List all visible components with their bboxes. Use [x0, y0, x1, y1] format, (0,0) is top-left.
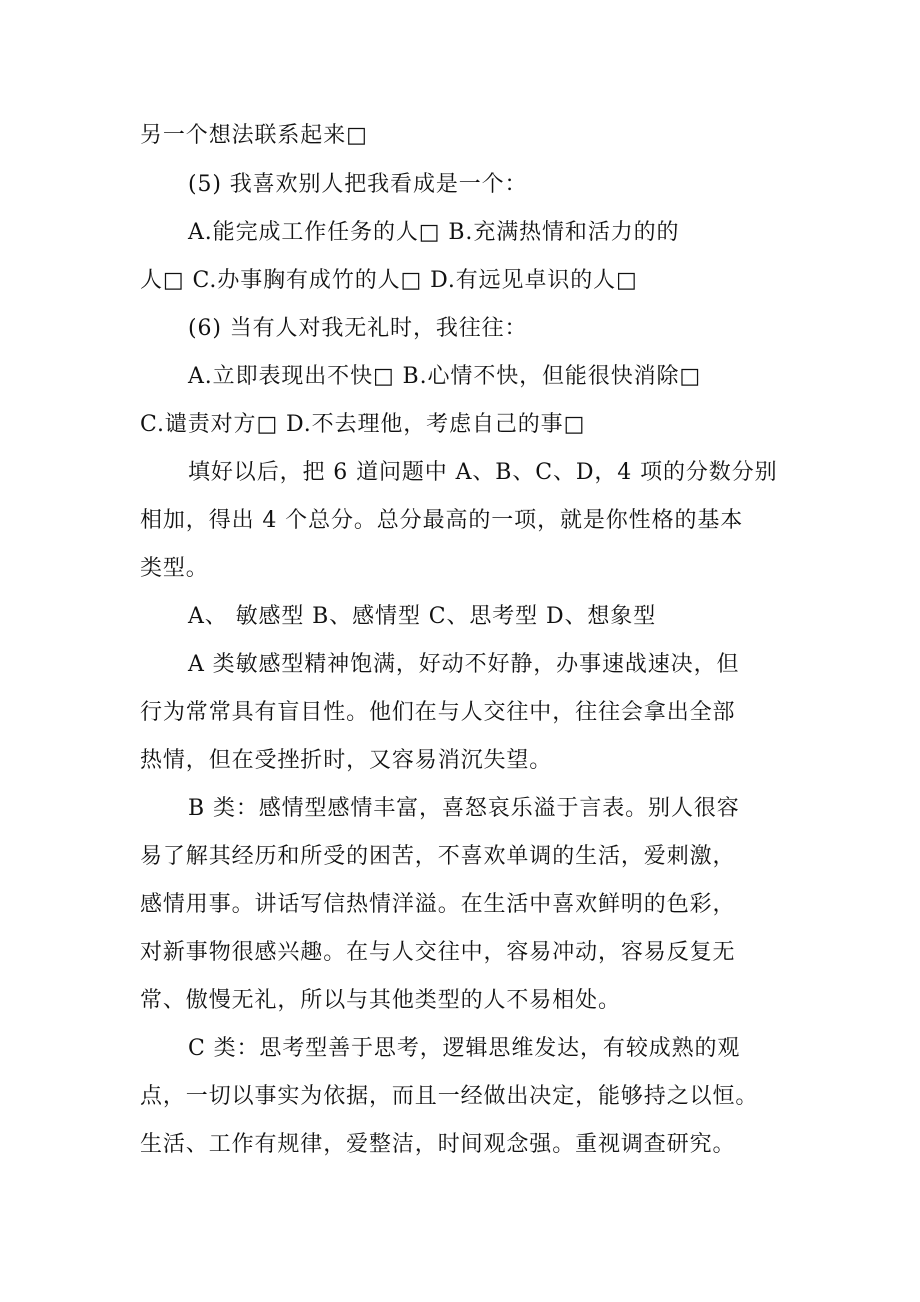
- instruction-line-3: 类型。: [140, 556, 209, 581]
- type-c-line-2: 点，一切以事实为依据，而且一经做出决定，能够持之以恒。: [140, 1084, 759, 1109]
- instruction-line-2: 相加，得出 4 个总分。总分最高的一项，就是你性格的基本: [140, 508, 744, 533]
- question-6-options-line-2: C.谴责对方□ D.不去理他，考虑自己的事□: [140, 412, 586, 437]
- type-c-line-1: C 类：思考型善于思考，逻辑思维发达，有较成熟的观: [188, 1036, 741, 1061]
- instruction-line-1: 填好以后，把 6 道问题中 A、B、C、D，4 项的分数分别: [188, 460, 778, 485]
- question-6: (6) 当有人对我无礼时，我往往：: [188, 316, 528, 341]
- type-a-line-2: 行为常常具有盲目性。他们在与人交往中，往往会拿出全部: [140, 700, 736, 725]
- type-a-line-1: A 类敏感型精神饱满，好动不好静，办事速战速决，但: [188, 652, 740, 677]
- question-6-options-line-1: A.立即表现出不快□ B.心情不快，但能很快消除□: [188, 364, 702, 389]
- type-b-line-2: 易了解其经历和所受的困苦，不喜欢单调的生活，爱刺激，: [140, 844, 736, 869]
- type-b-line-5: 常、傲慢无礼，所以与其他类型的人不易相处。: [140, 988, 621, 1013]
- type-c-line-3: 生活、工作有规律，爱整洁，时间观念强。重视调查研究。: [140, 1132, 736, 1157]
- text-line-1: 另一个想法联系起来□: [140, 123, 368, 148]
- type-b-line-4: 对新事物很感兴趣。在与人交往中，容易冲动，容易反复无: [140, 940, 736, 965]
- type-list: A、 敏感型 B、感情型 C、思考型 D、想象型: [188, 604, 657, 629]
- type-b-line-3: 感情用事。讲话写信热情洋溢。在生活中喜欢鲜明的色彩，: [140, 892, 736, 917]
- question-5-options-line-2: 人□ C.办事胸有成竹的人□ D.有远见卓识的人□: [140, 268, 638, 293]
- type-b-line-1: B 类：感情型感情丰富，喜怒哀乐溢于言表。别人很容: [188, 796, 740, 821]
- type-a-line-3: 热情，但在受挫折时，又容易消沉失望。: [140, 748, 553, 773]
- question-5-options-line-1: A.能完成工作任务的人□ B.充满热情和活力的的: [188, 220, 680, 245]
- question-5: (5) 我喜欢别人把我看成是一个：: [188, 172, 528, 197]
